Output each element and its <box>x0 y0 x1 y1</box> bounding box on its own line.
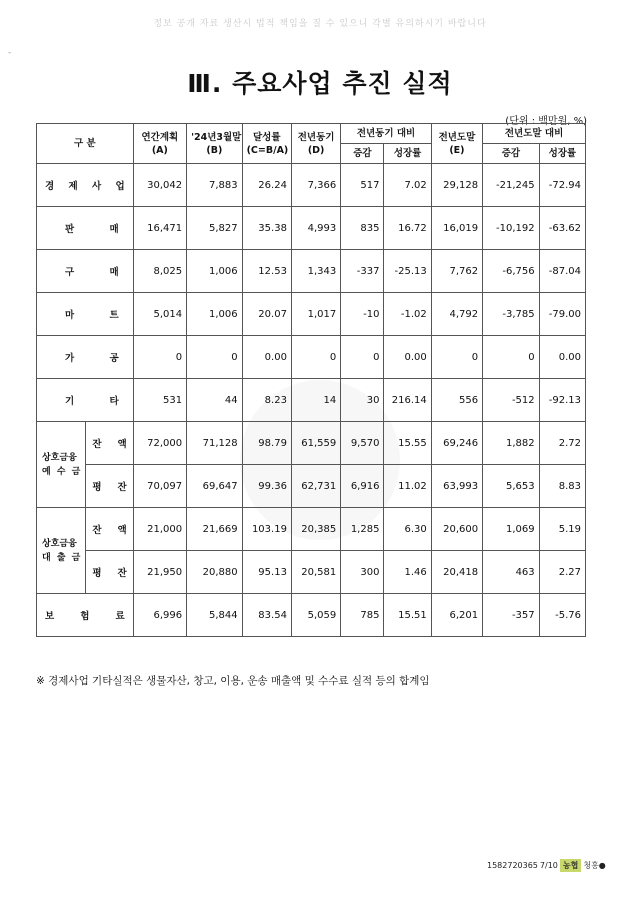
table-row: 구 매 8,025 1,006 12.53 1,343 -337 -25.13 7,762 -6,756 -87.04 <box>37 250 586 293</box>
doc-number: 1582720365 <box>487 861 538 870</box>
document-stamp <box>487 859 606 872</box>
unit-label: (단위 : 백만원, %) <box>505 116 587 127</box>
top-notice: 정보 공개 자료 생산시 법적 책임을 질 수 있으니 각별 유의하시기 바랍니다 <box>153 19 487 29</box>
stamp-suffix: 청홍● <box>583 861 606 870</box>
table-row: 가 공 0 0 0.00 0 0 0.00 0 0 0.00 <box>37 336 586 379</box>
header-march-end: '24년3월말 (B) <box>187 124 243 164</box>
table-row: 기 타 531 44 8.23 14 30 216.14 556 -512 -92.13 <box>37 379 586 422</box>
table-row: 경 제 사 업 30,042 7,883 26.24 7,366 517 7.02 29,128 -21,245 -72.94 <box>37 164 586 207</box>
header-increase: 증감 <box>341 144 384 164</box>
performance-table <box>36 123 586 637</box>
margin-mark: - <box>8 48 12 58</box>
table-row: 마 트 5,014 1,006 20.07 1,017 -10 -1.02 4,792 -3,785 -79.00 <box>37 293 586 336</box>
page-title: Ⅲ. 주요사업 추진 실적 <box>187 69 453 98</box>
header-achievement: 달성률 (C=B/A) <box>242 124 291 164</box>
table-row: 평 잔 21,950 20,880 95.13 20,581 300 1.46 20,418 463 2.27 <box>37 551 586 594</box>
header-growth-2: 성장률 <box>539 144 585 164</box>
header-vs-prev-end: 전년도말 대비 <box>483 124 586 144</box>
table-row: 평 잔 70,097 69,647 99.36 62,731 6,916 11.02 63,993 5,653 8.83 <box>37 465 586 508</box>
nh-logo: 농협 <box>560 859 581 872</box>
header-annual-plan: 연간계획 (A) <box>133 124 186 164</box>
table-row: 상호금융 대 출 금 잔 액 21,000 21,669 103.19 20,385 1,285 6.30 20,600 1,069 5.19 <box>37 508 586 551</box>
footnote: ※ 경제사업 기타실적은 생물자산, 창고, 이용, 운송 매출액 및 수수료 실적 등의 합계임 <box>36 675 430 687</box>
header-growth: 성장률 <box>384 144 431 164</box>
stamp-text: 7/10 <box>539 861 558 870</box>
header-prev-end: 전년도말 (E) <box>431 124 482 164</box>
header-category: 구 분 <box>37 124 134 164</box>
header-vs-prev-same: 전년동기 대비 <box>341 124 431 144</box>
header-increase-2: 증감 <box>483 144 540 164</box>
table-row: 보 험 료 6,996 5,844 83.54 5,059 785 15.51 6,201 -357 -5.76 <box>37 594 586 637</box>
table-row: 상호금융 예 수 금 잔 액 72,000 71,128 98.79 61,559 9,570 15.55 69,246 1,882 2.72 <box>37 422 586 465</box>
table-row: 판 매 16,471 5,827 35.38 4,993 835 16.72 16,019 -10,192 -63.62 <box>37 207 586 250</box>
header-prev-same: 전년동기 (D) <box>291 124 340 164</box>
